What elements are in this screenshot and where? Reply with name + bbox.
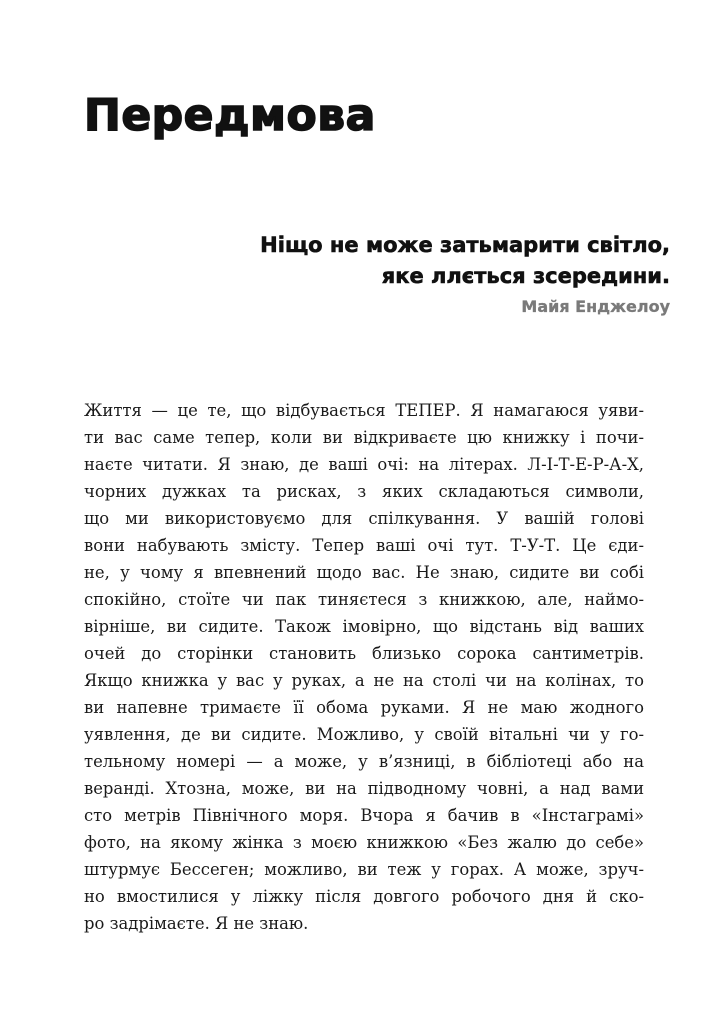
text-line: Життя — це те, що відбувається ТЕПЕР. Я намагаюся уяви- bbox=[84, 401, 644, 420]
text-line: ви напевне тримаєте її обома руками. Я не маю жодного bbox=[84, 698, 644, 717]
text-line: Якщо книжка у вас у руках, а не на столі чи на колінах, то bbox=[84, 671, 644, 690]
text-line: що ми використовуємо для спілкування. У вашій голові bbox=[84, 509, 644, 528]
text-line: веранді. Хтозна, може, ви на підводному човні, а над вами bbox=[84, 779, 644, 798]
text-line: ти вас саме тепер, коли ви відкриваєте цю книжку і почи- bbox=[84, 428, 644, 447]
text-line: ро задрімаєте. Я не знаю. bbox=[84, 914, 309, 933]
text-line: вірніше, ви сидите. Також імовірно, що відстань від ваших bbox=[84, 617, 644, 636]
body-paragraph bbox=[84, 397, 644, 937]
epigraph bbox=[260, 230, 670, 318]
text-line: спокійно, стоїте чи пак тиняєтеся з книжкою, але, наймо- bbox=[84, 590, 644, 609]
page-title: Передмова bbox=[84, 90, 376, 141]
text-line: не, у чому я впевнений щодо вас. Не знаю, сидите ви собі bbox=[84, 563, 644, 582]
text-line: чорних дужках та рисках, з яких складаються символи, bbox=[84, 482, 644, 501]
text-line: тельному номері — а може, у в’язниці, в бібліотеці або на bbox=[84, 752, 644, 771]
text-line: но вмостилися у ліжку після довгого робочого дня й ско- bbox=[84, 887, 644, 906]
text-line: штурмує Бессеген; можливо, ви теж у горах. А може, зруч- bbox=[84, 860, 644, 879]
text-line: наєте читати. Я знаю, де ваші очі: на літерах. Л-І-Т-Е-Р-А-Х, bbox=[84, 455, 644, 474]
epigraph-line: Ніщо не може затьмарити світло, bbox=[260, 233, 670, 257]
text-line: уявлення, де ви сидите. Можливо, у своїй вітальні чи у го- bbox=[84, 725, 644, 744]
text-line: фото, на якому жінка з моєю книжкою «Без жалю до себе» bbox=[84, 833, 644, 852]
text-line: вони набувають змісту. Тепер ваші очі тут. Т-У-Т. Це єди- bbox=[84, 536, 644, 555]
epigraph-author: Майя Енджелоу bbox=[521, 297, 670, 316]
text-line: сто метрів Північного моря. Вчора я бачив в «Інстаграмі» bbox=[84, 806, 644, 825]
text-line: очей до сторінки становить близько сорока сантиметрів. bbox=[84, 644, 644, 663]
epigraph-line: яке ллється зсередини. bbox=[381, 264, 670, 288]
